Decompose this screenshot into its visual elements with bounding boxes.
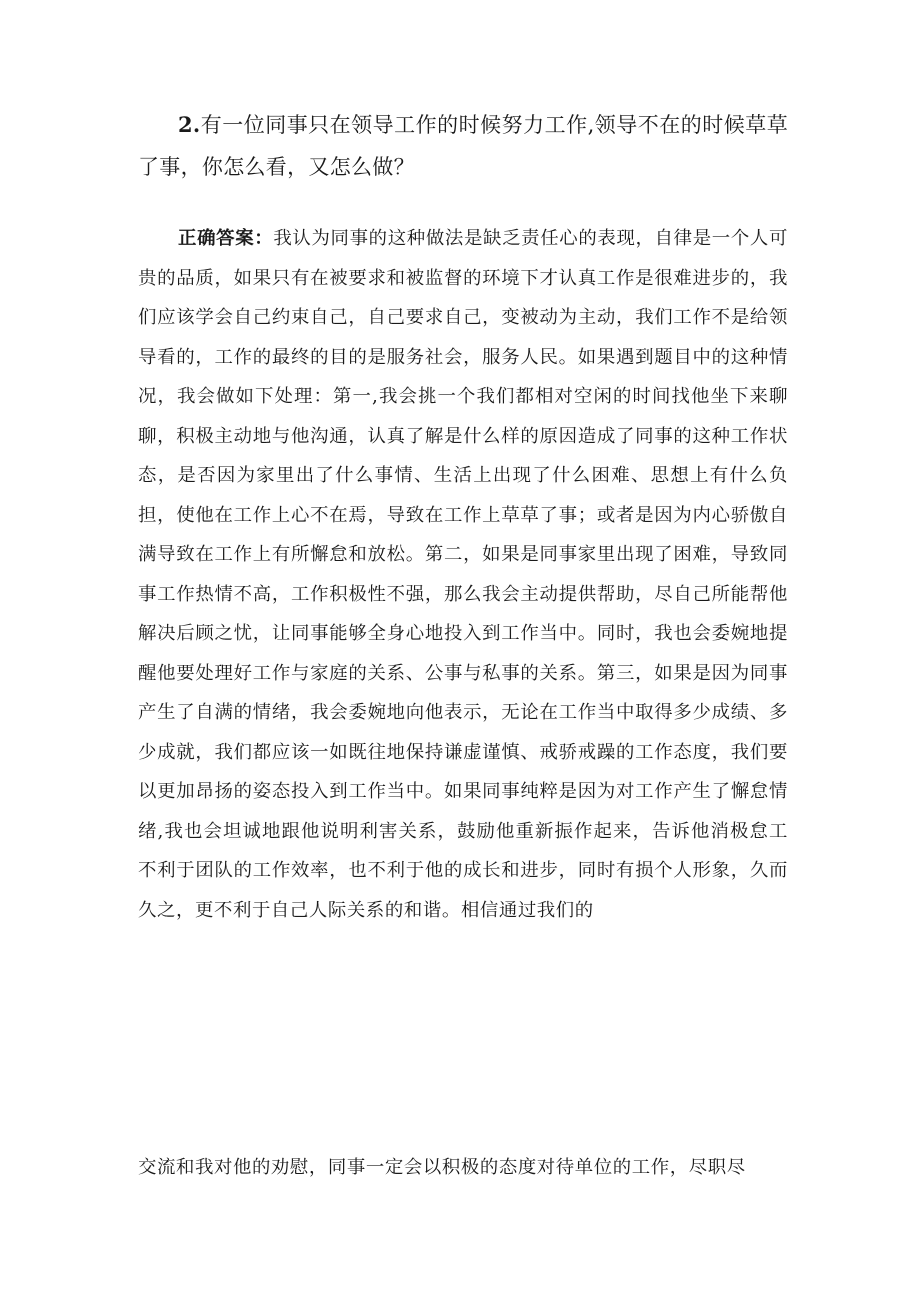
answer-paragraph [138, 219, 788, 930]
continuation-paragraph [138, 1148, 788, 1188]
question-number: 2. [178, 112, 201, 137]
question-paragraph [138, 104, 788, 188]
continuation-text: 交流和我对他的劝慰，同事一定会以积极的态度对待单位的工作，尽职尽 [138, 1157, 746, 1178]
answer-text: 我认为同事的这种做法是缺乏责任心的表现，自律是一个人可贵的品质，如果只有在被要求和被监督的环境下才认真工作是很难进步的，我们应该学会自己约束自己，自己要求自己，变被动为主动，我们工作不是给领导看的，工作的最终的目的是服务社会，服务人民。如果遇到题目中的这种情况，我会做如下处理：第一,我会挑一个我们都相对空闲的时间找他坐下来聊聊，积极主动地与他沟通，认真了解是什么样的原因造成了同事的这种工作状态，是否因为家里出了什么事情、生活上出现了什么困难、思想上有什么负担，使他在工作上心不在焉，导致在工作上草草了事；或者是因为内心骄傲自满导致在工作上有所懈怠和放松。第二，如果是同事家里出现了困难，导致同事工作热情不高，工作积极性不强，那么我会主动提供帮助，尽自己所能帮他解决后顾之忧，让同事能够全身心地投入到工作当中。同时，我也会委婉地提醒他要处理好工作与家庭的关系、公事与私事的关系。第三，如果是因为同事产生了自满的情绪，我会委婉地向他表示，无论在工作当中取得多少成绩、多少成就，我们都应该一如既往地保持谦虚谨慎、戒骄戒躁的工作态度，我们要以更加昂扬的姿态投入到工作当中。如果同事纯粹是因为对工作产生了懈怠情绪,我也会坦诚地跟他说明利害关系，鼓励他重新振作起来，告诉他消极怠工不利于团队的工作效率，也不利于他的成长和进步，同时有损个人形象，久而久之，更不利于自己人际关系的和谐。相信通过我们的 [138, 228, 788, 921]
answer-label: 正确答案： [178, 228, 274, 249]
question-text: 有一位同事只在领导工作的时候努力工作,领导不在的时候草草了事，你怎么看，又怎么做？ [138, 113, 788, 179]
